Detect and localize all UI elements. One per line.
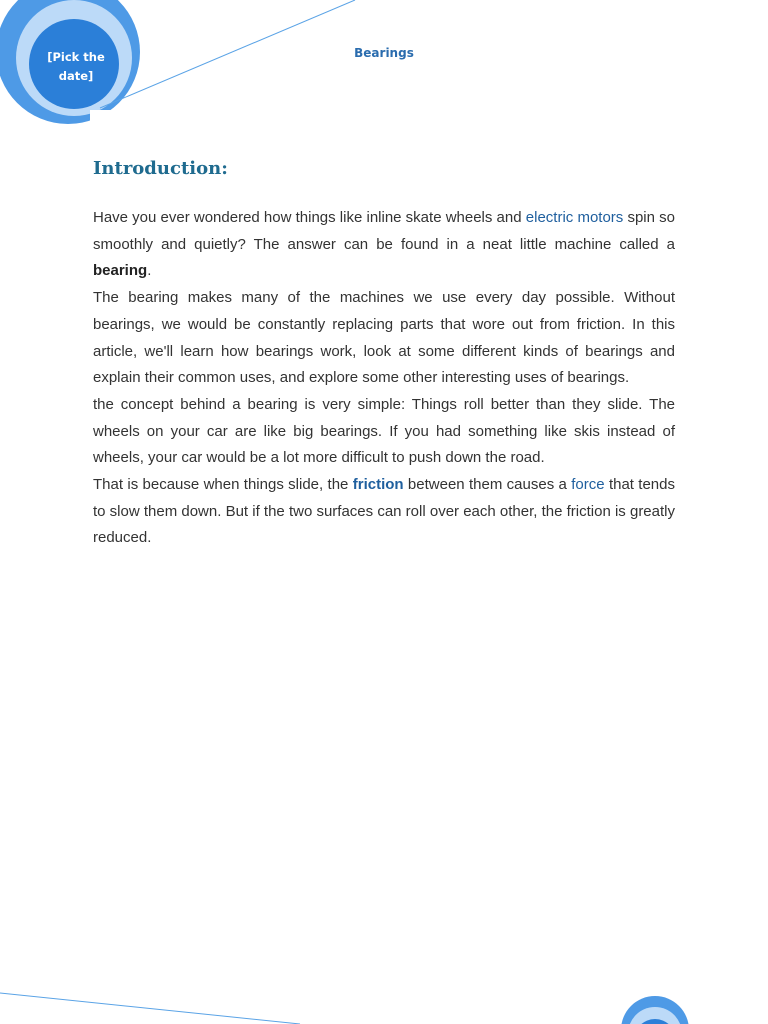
electric-motors-link[interactable]: electric motors [525, 209, 624, 226]
paragraph-4 [93, 472, 675, 552]
paragraph-1 [93, 205, 675, 285]
footer-middle-circle [628, 1007, 682, 1024]
text-run: That is because when things slide, the [93, 476, 353, 494]
footer-diagonal-line [0, 993, 300, 1024]
body-text [93, 205, 675, 552]
bearing-bold: bearing [93, 262, 148, 280]
footer-inner-circle [634, 1019, 676, 1024]
header-decoration [0, 0, 768, 130]
section-heading: Introduction: [93, 158, 228, 179]
text-run: between them causes a [403, 476, 572, 494]
friction-link[interactable]: friction [352, 476, 404, 494]
date-placeholder[interactable]: [Pick the date] [47, 50, 105, 83]
text-run: spin so smoothly and quietly? The answer can be found in a neat little machine called a [93, 209, 675, 253]
text-run: . [147, 262, 152, 280]
footer-outer-circle [621, 996, 689, 1024]
circle-notch [90, 110, 120, 130]
paragraph-2: The bearing makes many of the machines we use every day possible. Without bearings, we would be constantly replacing parts that wore out from friction. In this article, we'll learn how bearings work, look at some different kinds of bearings and explain their common uses, and explore some other interesting uses of bearings. [93, 289, 675, 387]
paragraph-3: the concept behind a bearing is very simple: Things roll better than they slide. The wheels on your car are like big bearings. If you had something like skis instead of wheels, your car would be a lot more difficult to push down the road. [93, 395, 675, 467]
force-link[interactable]: force [571, 476, 605, 494]
text-run: Have you ever wondered how things like inline skate wheels and [93, 209, 526, 226]
text-run: that tends to slow them down. But if the two surfaces can roll over each other, the friction is greatly reduced. [93, 476, 675, 547]
header-title: Bearings [354, 46, 414, 60]
